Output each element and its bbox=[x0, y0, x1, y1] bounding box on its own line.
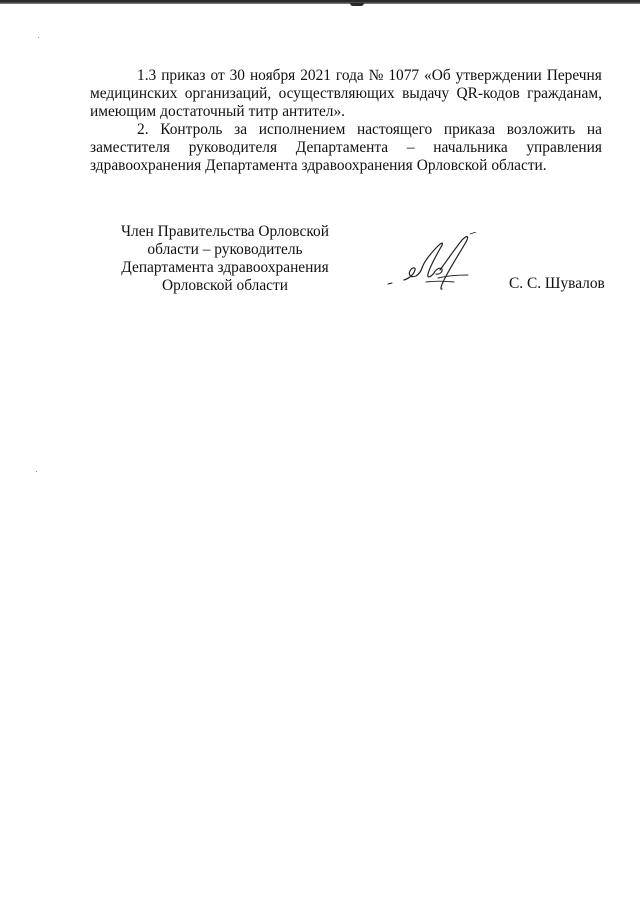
paragraph-line bbox=[90, 157, 602, 175]
word: приказа bbox=[443, 121, 496, 138]
word: здравоохранения bbox=[301, 157, 413, 174]
word: настоящего bbox=[356, 121, 433, 138]
scan-edge-mark bbox=[350, 3, 364, 6]
word: титр bbox=[248, 103, 279, 120]
word: достаточный bbox=[160, 103, 245, 120]
paragraph-line bbox=[90, 85, 602, 103]
scan-top-edge bbox=[0, 0, 640, 4]
word: года bbox=[335, 67, 364, 84]
word: на bbox=[586, 121, 602, 138]
word: Контроль bbox=[160, 121, 223, 138]
word: заместителя bbox=[90, 139, 170, 156]
word: «Об bbox=[424, 67, 451, 84]
word: Департамента bbox=[205, 157, 298, 174]
signer-name: С. С. Шувалов bbox=[509, 275, 605, 292]
paragraph-line bbox=[90, 121, 602, 139]
word: выдачу bbox=[402, 85, 450, 102]
signatory-position bbox=[105, 223, 345, 295]
word: руководителя bbox=[188, 139, 278, 156]
word: 30 bbox=[229, 67, 245, 84]
word: возложить bbox=[506, 121, 576, 138]
word: Департамента bbox=[295, 139, 389, 156]
word: управления bbox=[526, 139, 602, 156]
position-line: Департамента здравоохранения bbox=[121, 259, 329, 276]
word: ноября bbox=[249, 67, 296, 84]
word: начальника bbox=[433, 139, 508, 156]
scan-speck bbox=[38, 37, 39, 38]
word: за bbox=[234, 121, 248, 138]
handwritten-signature bbox=[386, 232, 484, 296]
position-line: Член Правительства Орловской bbox=[121, 223, 329, 240]
word: приказ bbox=[161, 67, 206, 84]
word: медицинских bbox=[90, 85, 178, 102]
word: 2. bbox=[137, 121, 149, 138]
word: исполнением bbox=[258, 121, 346, 138]
word: 1.3 bbox=[137, 67, 157, 84]
word: здравоохранения bbox=[90, 157, 202, 174]
paragraph-line bbox=[90, 103, 602, 121]
word: Орловской bbox=[416, 157, 488, 174]
word: 2021 bbox=[300, 67, 331, 84]
word: – bbox=[406, 139, 415, 156]
word: QR-кодов bbox=[456, 85, 520, 102]
position-line: Орловской области bbox=[162, 277, 288, 294]
word: от bbox=[210, 67, 225, 84]
position-line: области – руководитель bbox=[147, 241, 303, 258]
paragraph-line bbox=[90, 139, 602, 157]
word: организаций, bbox=[184, 85, 272, 102]
paragraph-item-1-3 bbox=[90, 67, 602, 121]
paragraph-item-2 bbox=[90, 121, 602, 175]
word: антител». bbox=[282, 103, 345, 120]
word: осуществляющих bbox=[278, 85, 395, 102]
paragraph-line bbox=[90, 67, 602, 85]
word: имеющим bbox=[90, 103, 157, 120]
scan-speck bbox=[36, 471, 37, 472]
word: № bbox=[368, 67, 384, 84]
word: Перечня bbox=[546, 67, 602, 84]
word: гражданам, bbox=[527, 85, 602, 102]
word: 1077 bbox=[388, 67, 420, 84]
word: утверждении bbox=[455, 67, 542, 84]
word: области. bbox=[491, 157, 547, 174]
